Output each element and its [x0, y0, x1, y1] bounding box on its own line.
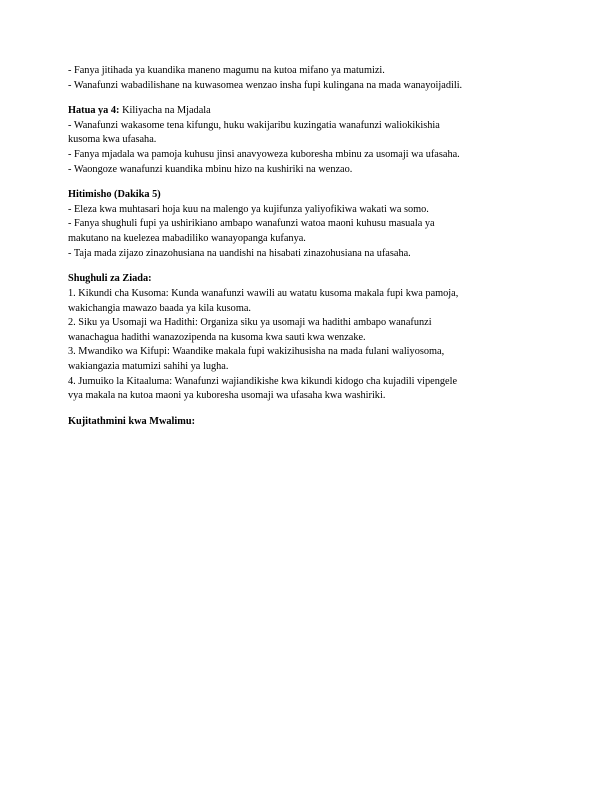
text-line: kusoma kwa ufasaha.	[68, 134, 157, 146]
section-shughuli-za-ziada	[68, 272, 550, 403]
text-line: - Fanya jitihada ya kuandika maneno magumu na kutoa mifano ya matumizi.	[68, 65, 385, 76]
section-heading	[68, 104, 550, 119]
text-line: makutano na kuelezea mabadiliko wanayopanga kufanya.	[68, 233, 306, 245]
paragraph-intro-bullets	[68, 64, 550, 93]
text-line: wakiangazia matumizi sahihi ya lugha.	[68, 360, 229, 372]
text-line: 1. Kikundi cha Kusoma: Kunda wanafunzi wawili au watatu kusoma makala fupi kwa pamoja,	[68, 287, 459, 299]
paragraph-spacer	[68, 261, 550, 272]
paragraph-spacer	[68, 404, 550, 415]
text-line: vya makala na kutoa maoni ya kuboresha usomaji wa ufasaha kwa washiriki.	[68, 390, 386, 402]
section-hatua-4	[68, 104, 550, 177]
section-heading	[68, 188, 550, 203]
text-line: - Fanya shughuli fupi ya ushirikiano ambapo wanafunzi watoa maoni kuhusu masuala ya	[68, 218, 435, 230]
document-body	[68, 64, 550, 429]
text-line: - Taja mada zijazo zinazohusiana na uandishi na hisabati zinazohusiana na ufasaha.	[68, 247, 411, 259]
text-line: 2. Siku ya Usomaji wa Hadithi: Organiza siku ya usomaji wa hadithi ambapo wanafunzi	[68, 317, 432, 329]
section-heading-normal: Kiliyacha na Mjadala	[119, 105, 211, 117]
section-heading-bold: Shughuli za Ziada:	[68, 273, 152, 285]
text-line: wanachagua hadithi wanazozipenda na kusoma kwa sauti kwa wenzake.	[68, 331, 366, 343]
section-heading-bold: Kujitathmini kwa Mwalimu:	[68, 415, 196, 427]
section-heading-bold: Hatua ya 4:	[68, 105, 120, 117]
text-line: - Wanafunzi wakasome tena kifungu, huku wakijaribu kuzingatia wanafunzi waliokikishia	[68, 119, 440, 131]
text-line: - Waongoze wanafunzi kuandika mbinu hizo na kushiriki na wenzao.	[68, 163, 353, 175]
text-line: - Fanya mjadala wa pamoja kuhusu jinsi anavyoweza kuboresha mbinu za usomaji wa ufasaha.	[68, 149, 460, 161]
paragraph-spacer	[68, 177, 550, 188]
text-line: 4. Jumuiko la Kitaaluma: Wanafunzi wajiandikishe kwa kikundi kidogo cha kujadili vipengele	[68, 375, 458, 387]
section-heading-bold: Hitimisho (Dakika 5)	[68, 189, 161, 201]
section-hitimisho	[68, 188, 550, 261]
section-heading	[68, 415, 550, 430]
section-kujitathmini	[68, 415, 550, 430]
text-line: - Eleza kwa muhtasari hoja kuu na malengo ya kujifunza yaliyofikiwa wakati wa somo.	[68, 203, 429, 215]
section-heading	[68, 272, 550, 287]
text-line: 3. Mwandiko wa Kifupi: Waandike makala fupi wakizihusisha na mada fulani waliyosoma,	[68, 346, 445, 358]
paragraph-spacer	[68, 93, 550, 104]
text-line: - Wanafunzi wabadilishane na kuwasomea wenzao insha fupi kulingana na mada wanayoijadili.	[68, 79, 463, 91]
text-line: wakichangia mawazo baada ya kila kusoma.	[68, 302, 251, 314]
